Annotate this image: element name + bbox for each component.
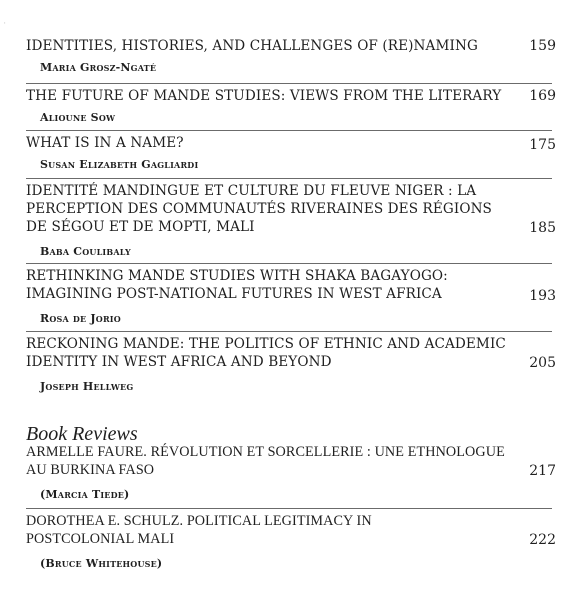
entry-title: IDENTITIES, HISTORIES, AND CHALLENGES OF (RE)NAMING bbox=[26, 38, 478, 54]
page-number: 217 bbox=[529, 463, 556, 479]
page-number: 169 bbox=[529, 88, 556, 104]
entry-title-line: POSTCOLONIAL MALI bbox=[26, 531, 175, 547]
entry-author: Maria Grosz-Ngaté bbox=[40, 61, 157, 74]
review-entry bbox=[26, 512, 556, 570]
toc-entry bbox=[26, 134, 556, 171]
entry-author: Joseph Hellweg bbox=[40, 380, 134, 393]
toc-entry bbox=[26, 87, 556, 124]
section-heading: Book Reviews bbox=[26, 423, 138, 445]
toc-entry bbox=[26, 335, 556, 393]
entry-title-line: RETHINKING MANDE STUDIES WITH SHAKA BAGAYOGO: bbox=[26, 268, 448, 284]
divider bbox=[26, 130, 552, 131]
entry-title-line: DOROTHEA E. SCHULZ. POLITICAL LEGITIMACY IN bbox=[26, 513, 372, 529]
page-number: 175 bbox=[529, 137, 556, 153]
toc-entry bbox=[26, 182, 556, 258]
entry-title-line: IDENTITÉ MANDINGUE ET CULTURE DU FLEUVE NIGER : LA bbox=[26, 183, 477, 199]
divider bbox=[26, 263, 552, 264]
entry-author: Baba Coulibaly bbox=[40, 245, 131, 258]
entry-title-line: AU BURKINA FASO bbox=[26, 462, 155, 478]
divider bbox=[26, 508, 552, 509]
entry-author: Alioune Sow bbox=[40, 111, 116, 124]
page-number: 205 bbox=[529, 355, 556, 371]
page-number: 222 bbox=[529, 532, 556, 548]
entry-author: (Bruce Whitehouse) bbox=[40, 557, 163, 570]
entry-title-line: PERCEPTION DES COMMUNAUTÉS RIVERAINES DES RÉGIONS bbox=[26, 201, 492, 217]
toc-entry bbox=[26, 37, 556, 74]
divider bbox=[26, 178, 552, 179]
entry-title: WHAT IS IN A NAME? bbox=[26, 135, 184, 151]
toc-entry bbox=[26, 267, 556, 325]
review-entry bbox=[26, 443, 556, 501]
entry-title-line: DE SÉGOU ET DE MOPTI, MALI bbox=[26, 219, 255, 235]
entry-author: Susan Elizabeth Gagliardi bbox=[40, 158, 199, 171]
entry-title-line: IDENTITY IN WEST AFRICA AND BEYOND bbox=[26, 354, 332, 370]
entry-author: (Marcia Tiede) bbox=[40, 488, 130, 501]
page-number: 159 bbox=[529, 38, 556, 54]
page-number: 193 bbox=[529, 288, 556, 304]
page-number: 185 bbox=[529, 220, 556, 236]
entry-title: THE FUTURE OF MANDE STUDIES: VIEWS FROM THE LITERARY bbox=[26, 88, 502, 104]
entry-title-line: RECKONING MANDE: THE POLITICS OF ETHNIC AND ACADEMIC bbox=[26, 336, 506, 352]
divider bbox=[26, 83, 552, 84]
entry-title-line: IMAGINING POST-NATIONAL FUTURES IN WEST AFRICA bbox=[26, 286, 442, 302]
divider bbox=[26, 331, 552, 332]
entry-title-line: ARMELLE FAURE. RÉVOLUTION ET SORCELLERIE : UNE ETHNOLOGUE bbox=[26, 444, 505, 460]
entry-author: Rosa de Jorio bbox=[40, 312, 121, 325]
margin-mark: ' bbox=[4, 22, 6, 29]
